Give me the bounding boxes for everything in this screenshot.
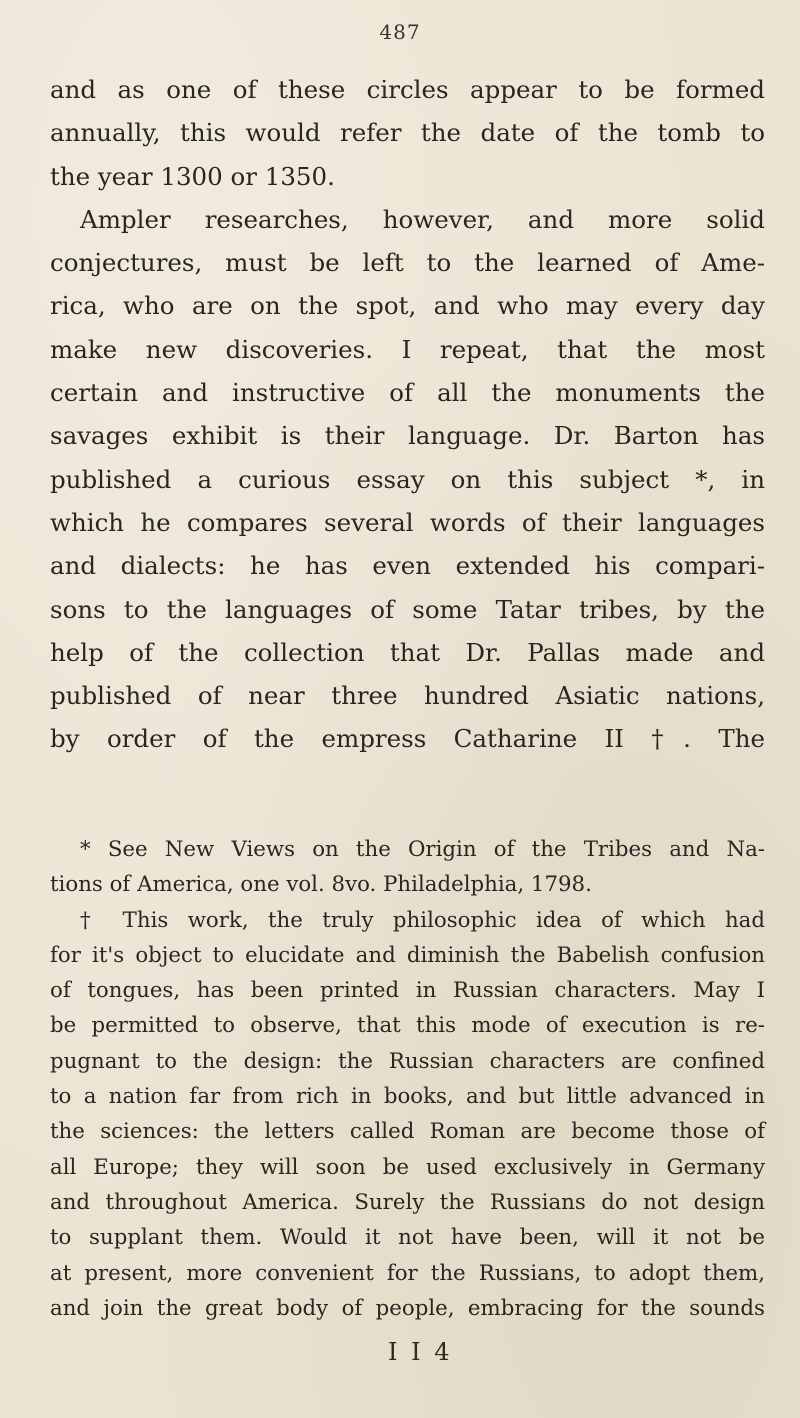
text-line: certain and instructive of all the monuments the (50, 378, 765, 408)
text-line: published a curious essay on this subject *, in (50, 464, 765, 494)
printer-signature-mark: I I 4 (388, 1338, 453, 1366)
footnote-line: at present, more convenient for the Russians, to adopt them, (50, 1260, 765, 1286)
text-line: sons to the languages of some Tatar tribes, by the (50, 594, 765, 624)
text-line: help of the collection that Dr. Pallas made and (50, 637, 765, 667)
footnotes (50, 832, 765, 1326)
text-line: published of near three hundred Asiatic nations, (50, 681, 765, 711)
footnote-line: tions of America, one vol. 8vo. Philadelphia, 1798. (50, 872, 592, 898)
footnote-line: and throughout America. Surely the Russians do not design (50, 1189, 765, 1215)
footnote-line: to a nation far from rich in books, and but little advanced in (50, 1084, 765, 1110)
footnote-line: to supplant them. Would it not have been, will it not be (50, 1225, 765, 1251)
page-number: 487 (379, 20, 421, 44)
text-line: conjectures, must be left to the learned of Ame- (50, 248, 765, 278)
footnote-line: all Europe; they will soon be used exclusively in Germany (50, 1154, 765, 1180)
footnote-line: pugnant to the design: the Russian characters are confined (50, 1048, 765, 1074)
text-line: savages exhibit is their language. Dr. Barton has (50, 421, 765, 451)
footnote-line: * See New Views on the Origin of the Tribes and Na- (80, 837, 765, 862)
text-line: and dialects: he has even extended his compari- (50, 551, 765, 581)
text-line: rica, who are on the spot, and who may every day (50, 291, 765, 321)
text-line: by order of the empress Catharine II †. The (50, 724, 765, 754)
footnote-line: and join the great body of people, embracing for the sounds (50, 1295, 765, 1321)
footnote-line: be permitted to observe, that this mode of execution is re- (50, 1013, 765, 1039)
main-text (50, 68, 765, 761)
text-line: which he compares several words of their languages (50, 507, 765, 537)
footnote-line: for it's object to elucidate and diminish the Babelish confusion (50, 942, 765, 968)
text-line: Ampler researches, however, and more solid (80, 204, 765, 234)
text-line: the year 1300 or 1350. (50, 161, 335, 191)
text-line: and as one of these circles appear to be formed (50, 75, 765, 104)
text-line: annually, this would refer the date of the tomb to (50, 118, 765, 148)
footnote-line: the sciences: the letters called Roman are become those of (50, 1119, 765, 1145)
text-line: make new discoveries. I repeat, that the most (50, 334, 765, 364)
footnote-line: † This work, the truly philosophic idea of which had (80, 907, 765, 933)
footnote-line: of tongues, has been printed in Russian characters. May I (50, 978, 765, 1004)
